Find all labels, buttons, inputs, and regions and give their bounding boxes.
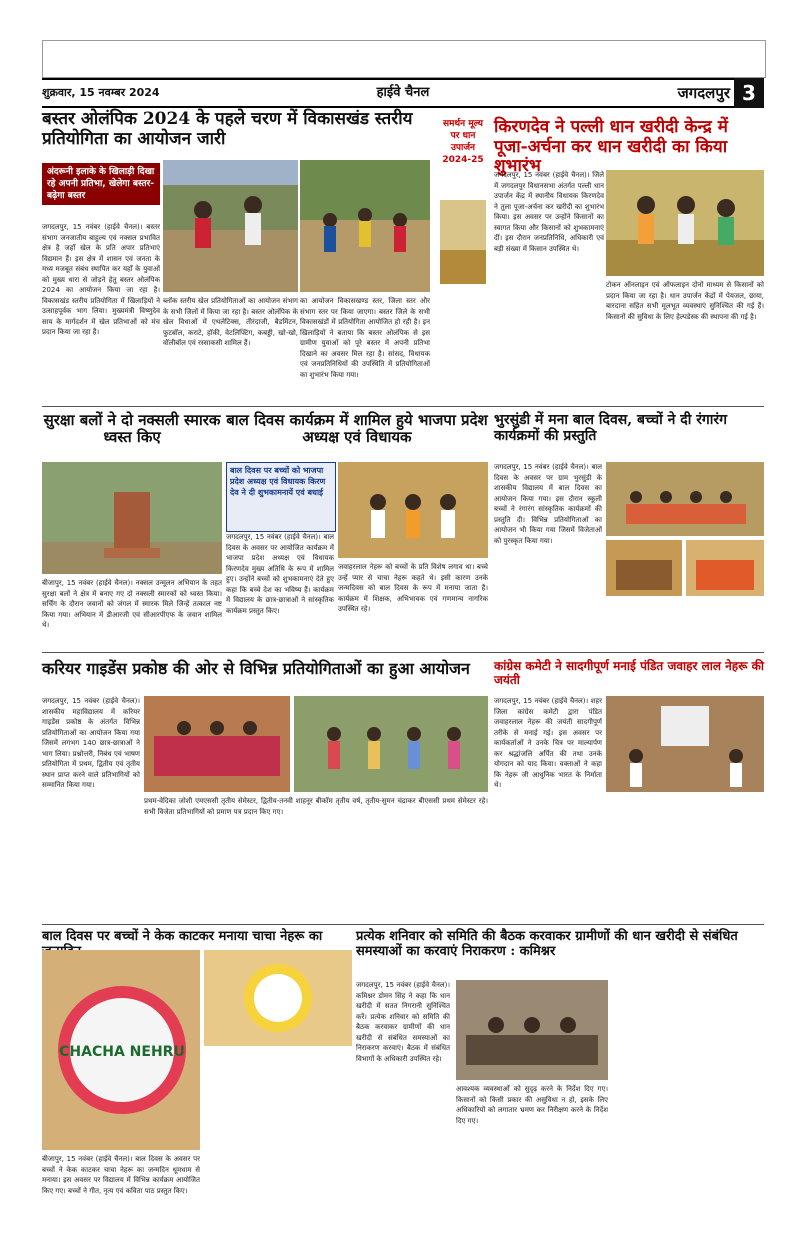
children-day-body-2: जवाहरलाल नेहरू को बच्चों के प्रति विशेष लगाव था। बच्चे उन्हें प्यार से चाचा नेहरू कहते थे। इसी कारण उनके जन्मदिवस को बाल दिवस के रूप में मनाया जाता है। कार्यक्रम में शिक्षक, अभिभावक एवं गणमान्य नागरिक उपस्थित रहे। <box>338 563 488 613</box>
bhursundi-photo-1 <box>606 462 764 536</box>
children-day-headline: बाल दिवस कार्यक्रम में शामिल हुये भाजपा प्रदेश अध्यक्ष एवं विधायक <box>226 411 488 447</box>
olympic-headline: बस्तर ओलंपिक 2024 के पहले चरण में विकासखंड स्तरीय प्रतियोगिता का आयोजन जारी <box>42 109 413 149</box>
career-body-2: प्रथम-वेदिका जोशी एमएससी तृतीय सेमेस्टर, द्वितीय-तनवी शाहनूर बीकॉम तृतीय वर्ष, तृतीय-सुमन चंद्राकर बीएससी प्रथम सेमेस्टर रहे। सभी विजेता प्रतिभागियों को प्रमाण पत्र प्रदान किए गए। <box>144 797 488 816</box>
msp-line-2: पर धान <box>450 131 476 142</box>
career-headline: करियर गाइडेंस प्रकोष्ठ की ओर से विभिन्न प्रतियोगिताओं का हुआ आयोजन <box>42 659 470 678</box>
memorial-headline: सुरक्षा बलों ने दो नक्सली स्मारक ध्वस्त किए <box>43 411 221 447</box>
top-blank-box <box>42 40 766 78</box>
memorial-photo <box>42 462 222 574</box>
header-city: जगदलपुर <box>677 84 730 102</box>
chacha-nehru-photo <box>42 950 200 1150</box>
chacha-nehru-body: बीजापुर, 15 नवंबर (हाईवे चैनल)। बाल दिवस के अवसर पर बच्चों ने केक काटकर चाचा नेहरू का जन्मदिन धूमधाम से मनाया। इस अवसर पर विद्यालय में विभिन्न कार्यक्रम आयोजित किए गए। बच्चों ने गीत, नृत्य एवं कविता पाठ प्रस्तुत किए। <box>42 1155 200 1195</box>
msp-sidebox-photo <box>440 200 486 284</box>
bhursundi-photo-2 <box>606 540 682 596</box>
children-day-photo <box>338 462 488 558</box>
cake-label: CHACHA NEHRU <box>59 1044 185 1060</box>
memorial-body: बीजापुर, 15 नवंबर (हाईवे चैनल)। नक्सल उन्मूलन अभियान के तहत सुरक्षा बलों ने क्षेत्र में बनाए गए दो नक्सली स्मारकों को ध्वस्त किया। सर्चिंग के दौरान जवानों को जंगल में स्मारक मिले जिन्हें तत्काल नष्ट किया गया। अभियान में डीआरजी एवं सीआरपीएफ के जवान शामिल थे। <box>42 579 222 629</box>
nehru-jayanti-headline: कांग्रेस कमेटी ने सादगीपूर्ण मनाई पंडित जवाहर लाल नेहरू की जयंती <box>494 659 765 687</box>
header-date: शुक्रवार, 15 नवम्बर 2024 <box>42 86 160 99</box>
olympic-subhead: अंदरूनी इलाके के खिलाड़ी दिखा रहे अपनी प्रतिभा, खेलेगा बस्तर-बढ़ेगा बस्तर <box>42 163 160 205</box>
commissioner-body: जगदलपुर, 15 नवंबर (हाईवे चैनल)। कमिश्नर डोमन सिंह ने कहा कि धान खरीदी में सतत निगरानी सुनिश्चित करें। प्रत्येक शनिवार को समिति की बैठक करवाकर ग्रामीणों की धान खरीदी से संबंधित समस्याओं का निराकरण करवाएं। बैठक में संबंधित विभागों के अधिकारी उपस्थित रहे। <box>356 981 450 1063</box>
chacha-nehru-photo-2 <box>204 950 352 1046</box>
olympic-photo-2 <box>300 160 430 292</box>
divider-2 <box>42 652 764 653</box>
msp-sidebox <box>436 118 490 198</box>
commissioner-body-2: आवश्यक व्यवस्थाओं को सुदृढ़ करने के निर्देश दिए गए। किसानों को किसी प्रकार की असुविधा न हो, इसके लिए अधिकारियों को लगातार भ्रमण कर निरीक्षण करने के निर्देश दिए गए। <box>456 1085 608 1125</box>
header-page-number: 3 <box>734 78 764 108</box>
paddy-headline: किरणदेव ने पल्ली धान खरीदी केन्द्र में पूजा-अर्चना कर धान खरीदी का किया शुभारंभ <box>494 117 728 177</box>
career-body: जगदलपुर, 15 नवंबर (हाईवे चैनल)। शासकीय महाविद्यालय में करियर गाइडेंस प्रकोष्ठ के अंतर्गत विभिन्न प्रतियोगिताओं का आयोजन किया गया जिसमें लगभग 140 छात्र-छात्राओं ने भाग लिया। प्रश्नोत्तरी, निबंध एवं भाषण प्रतियोगिता में प्रथम, द्वितीय एवं तृतीय स्थान प्राप्त करने वाले प्रतिभागियों को सम्मानित किया गया। <box>42 697 140 789</box>
msp-line-3: उपार्जन <box>450 143 476 154</box>
career-photo-1 <box>144 696 290 792</box>
olympic-body-2: ब्लॉक स्तरीय खेल प्रतियोगिताओं का आयोजन संभाग के सभी जिलों में किया जा रहा है। बस्तर ओलंपिक के खेल विधाओं में एथलेटिक्स, तीरंदाजी, बैडमिंटन, फुटबॉल, कराटे, हॉकी, वेटलिफ्टिंग, कबड्डी, खो-खो, वॉलीबॉल एवं रस्साकसी शामिल हैं। <box>163 297 298 347</box>
paddy-body-2: टोकन ऑनलाइन एवं ऑफलाइन दोनों माध्यम से किसानों को प्रदान किया जा रहा है। धान उपार्जन केंद्रों में पेयजल, छाया, बारदाना सहित सभी मूलभूत व्यवस्थाएं सुनिश्चित की गई हैं। किसानों की सुविधा के लिए हेल्पडेस्क की स्थापना की गई है। <box>606 281 764 321</box>
bhursundi-photo-3 <box>686 540 764 596</box>
divider-1 <box>42 406 764 407</box>
paddy-body: जगदलपुर, 15 नवंबर (हाईवे चैनल)। जिले में जगदलपुर विधानसभा अंतर्गत पल्ली धान उपार्जन केंद्र में स्थानीय विधायक किरणदेव ने तुला पूजा-अर्चना कर खरीदी का शुभारंभ किया। इस अवसर पर उन्होंने किसानों का स्वागत किया और किसानों को शुभकामनाएं दीं। इस दौरान जनप्रतिनिधि, अधिकारी एवं बड़ी संख्या में किसान उपस्थित थे। <box>494 171 604 253</box>
paddy-photo <box>606 170 764 276</box>
bhursundi-body: जगदलपुर, 15 नवंबर (हाईवे चैनल)। बाल दिवस के अवसर पर ग्राम भुरसुंडी के शासकीय विद्यालय में बाल दिवस का आयोजन किया गया। इस दौरान स्कूली बच्चों ने रंगारंग सांस्कृतिक कार्यक्रमों की प्रस्तुति दी। विभिन्न प्रतियोगिताओं का आयोजन भी किया गया जिसमें विजेताओं को पुरस्कृत किया गया। <box>494 463 602 545</box>
children-day-body: जगदलपुर, 15 नवंबर (हाईवे चैनल)। बाल दिवस के अवसर पर आयोजित कार्यक्रम में भाजपा प्रदेश अध्यक्ष एवं विधायक किरणदेव मुख्य अतिथि के रूप में शामिल हुए। उन्होंने बच्चों को शुभकामनाएं देते हुए कहा कि बच्चे देश का भविष्य हैं। कार्यक्रम में विद्यालय के छात्र-छात्राओं ने सांस्कृतिक कार्यक्रम प्रस्तुत किए। <box>226 533 334 615</box>
olympic-body-3: का आयोजन विकासखण्ड स्तर, जिला स्तर और संभाग स्तर पर किया जाएगा। बस्तर जिले के सभी विकासखंडों में प्रतियोगिता आयोजित हो रही है। इन खिलाड़ियों ने बताया कि बस्तर ओलंपिक से इस ग्रामीण युवाओं को पूरे बस्तर में अपनी प्रतिभा दिखाने का अवसर मिल रहा है। सांसद, विधायक एवं जनप्रतिनिधियों की उपस्थिति में प्रतियोगिताओं का शुभारंभ किया गया। <box>300 297 430 379</box>
commissioner-photo <box>456 980 608 1080</box>
page-header <box>42 78 764 108</box>
header-paper-name: हाईवे चैनल <box>376 85 430 100</box>
msp-line-1: समर्थन मूल्य <box>442 119 484 129</box>
nehru-jayanti-body: जगदलपुर, 15 नवंबर (हाईवे चैनल)। शहर जिला कांग्रेस कमेटी द्वारा पंडित जवाहरलाल नेहरू की जयंती सादगीपूर्ण तरीके से मनाई गई। इस अवसर पर कार्यकर्ताओं ने उनके चित्र पर माल्यार्पण कर श्रद्धांजलि अर्पित की तथा उनके योगदान को याद किया। वक्ताओं ने कहा कि नेहरू जी आधुनिक भारत के निर्माता थे। <box>494 697 602 789</box>
commissioner-headline: प्रत्येक शनिवार को समिति की बैठक करवाकर ग्रामीणों की धान खरीदी से संबंधित समस्याओं का करवाएं निराकरण : कमिश्नर <box>356 929 738 959</box>
chacha-nehru-headline: बाल दिवस पर बच्चों ने केक काटकर मनाया चाचा नेहरू का <box>42 929 323 944</box>
nehru-jayanti-photo <box>606 696 764 792</box>
children-day-boxed: बाल दिवस पर बच्चों को भाजपा प्रदेश अध्यक्ष एवं विधायक किरण देव ने दी शुभकामनायें एवं बधाई <box>226 462 336 532</box>
msp-line-4: 2024-25 <box>442 155 484 166</box>
career-photo-2 <box>294 696 488 792</box>
divider-3 <box>42 924 764 925</box>
olympic-body: जगदलपुर, 15 नवंबर (हाईवे चैनल)। बस्तर संभाग जनजातीय बाहुल्य एवं नक्सल प्रभावित क्षेत्र है जहाँ खेल के प्रति अपार प्रतिभाएं विद्यमान हैं। इस क्षेत्र में शासन एवं जनता के मध्य मजबूत संबंध स्थापित कर यहाँ के युवाओं को मुख्य धारा से जोड़ने हेतु बस्तर ओलंपिक 2024 का आयोजन किया जा रहा है। विकासखंड स्तरीय प्रतियोगिता में खिलाड़ियों ने उत्साहपूर्वक भाग लिया। मुख्यमंत्री विष्णुदेव साय के मार्गदर्शन में खेल प्रतिभाओं को मंच प्रदान किया जा रहा है। <box>42 223 160 336</box>
bhursundi-headline: भुरसुंडी में मना बाल दिवस, बच्चों ने दी रंगारंग कार्यक्रमों की प्रस्तुति <box>494 412 728 445</box>
olympic-photo-1 <box>163 160 298 292</box>
